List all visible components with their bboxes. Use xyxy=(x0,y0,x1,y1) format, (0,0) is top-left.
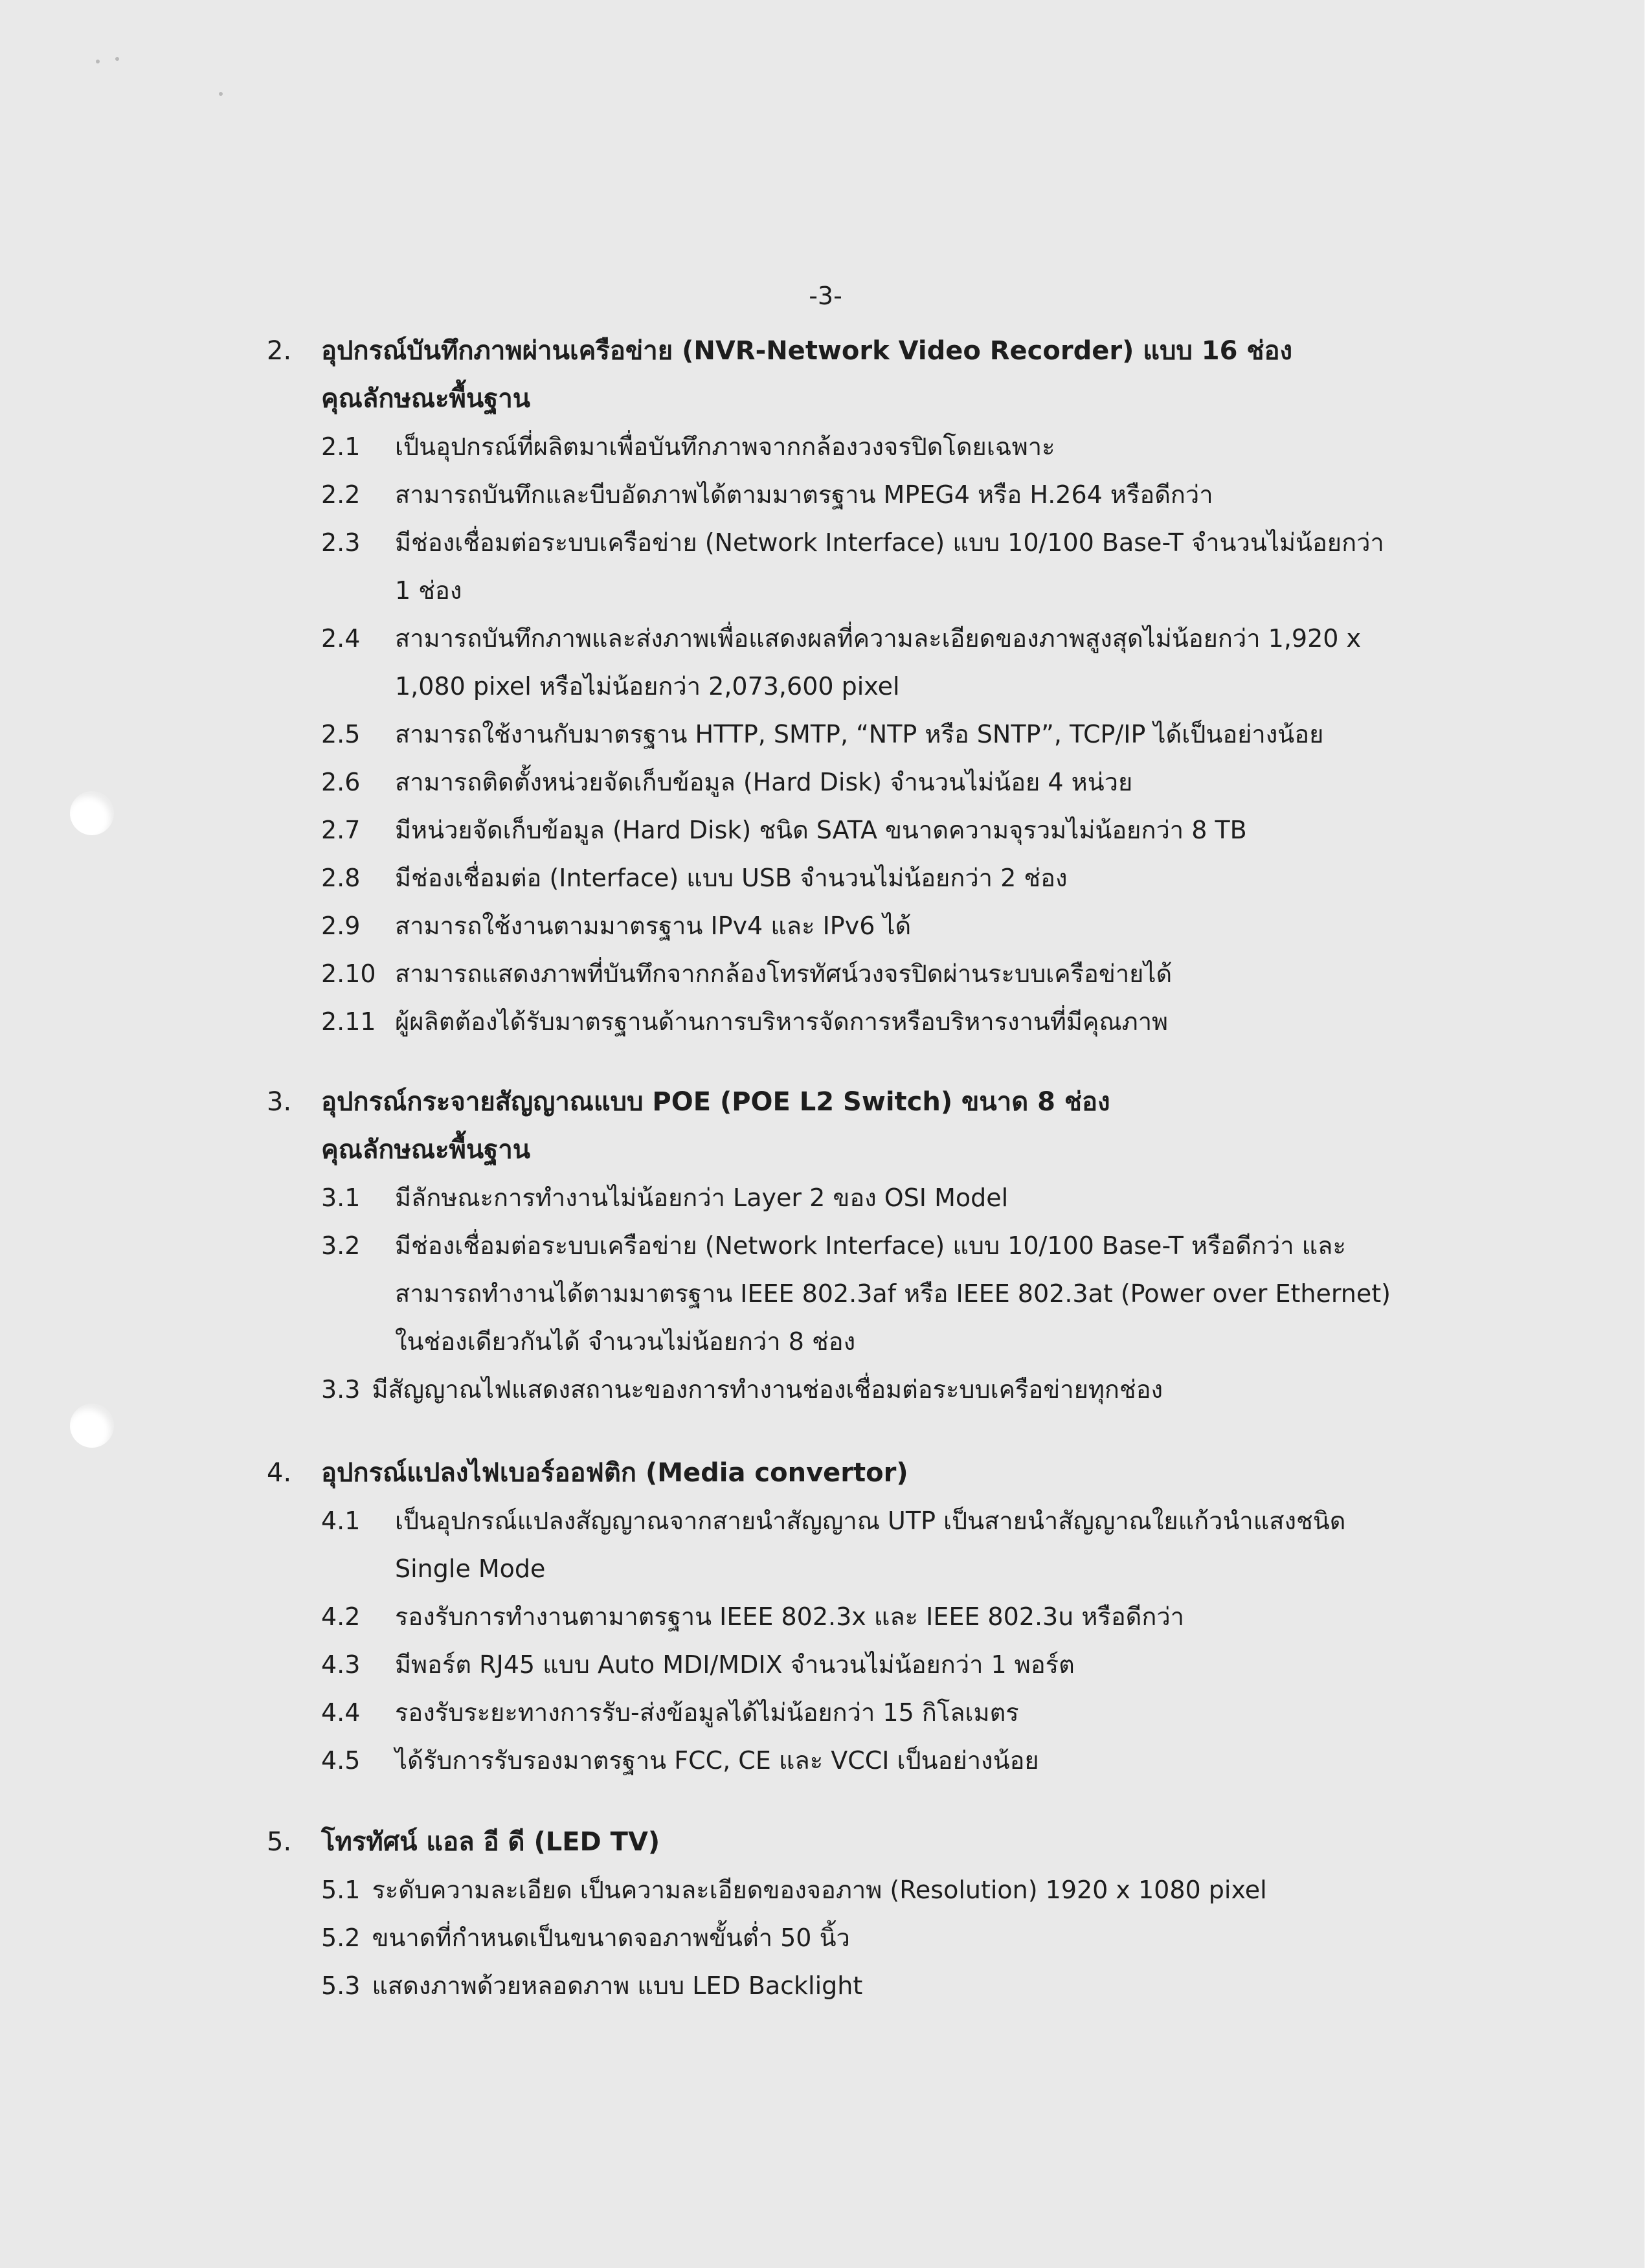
item-number: 5.3 xyxy=(321,1971,361,2000)
scan-speck xyxy=(96,60,100,63)
spec-item xyxy=(0,519,1645,614)
item-number: 4.1 xyxy=(321,1507,361,1535)
item-text: รองรับการทำงานตามาตรฐาน IEEE 802.3x และ IEEE 802.3u หรือดีกว่า xyxy=(395,1602,1185,1631)
section-heading: อุปกรณ์แปลงไฟเบอร์ออฟติก (Media convertor) xyxy=(321,1458,908,1488)
section-nvr xyxy=(0,327,1645,1046)
item-text: ระดับความละเอียด เป็นความละเอียดของจอภาพ (Resolution) 1920 x 1080 pixel xyxy=(372,1876,1267,1904)
spec-item xyxy=(0,758,1645,806)
item-number: 2.8 xyxy=(321,864,361,892)
spec-item xyxy=(0,1866,1645,1914)
item-text: สามารถใช้งานตามมาตรฐาน IPv4 และ IPv6 ได้ xyxy=(395,912,912,940)
item-text: ขนาดที่กำหนดเป็นขนาดจอภาพขั้นต่ำ 50 นิ้ว xyxy=(372,1924,850,1952)
item-text-continued: สามารถทำงานได้ตามมาตรฐาน IEEE 802.3af หรือ IEEE 802.3at (Power over Ethernet) xyxy=(395,1279,1391,1308)
item-number: 3.3 xyxy=(321,1375,361,1404)
spec-item xyxy=(0,1365,1645,1413)
spec-item xyxy=(0,1689,1645,1736)
section-heading: อุปกรณ์กระจายสัญญาณแบบ POE (POE L2 Switch) ขนาด 8 ช่อง xyxy=(321,1087,1110,1117)
section-title xyxy=(0,1818,1645,1866)
item-text: สามารถติดตั้งหน่วยจัดเก็บข้อมูล (Hard Disk) จำนวนไม่น้อย 4 หน่วย xyxy=(395,768,1133,796)
section-subtitle: คุณลักษณะพื้นฐาน xyxy=(321,1135,531,1165)
item-text: เป็นอุปกรณ์แปลงสัญญาณจากสายนำสัญญาณ UTP เป็นสายนำสัญญาณใยแก้วนำแสงชนิด xyxy=(395,1507,1346,1535)
spec-item xyxy=(0,1641,1645,1689)
spec-item xyxy=(0,806,1645,854)
section-heading: โทรทัศน์ แอล อี ดี (LED TV) xyxy=(321,1827,660,1857)
spec-item xyxy=(0,1962,1645,2010)
item-text: สามารถบันทึกภาพและส่งภาพเพื่อแสดงผลที่ความละเอียดของภาพสูงสุดไม่น้อยกว่า 1,920 x xyxy=(395,624,1362,653)
item-text-continued: Single Mode xyxy=(395,1555,546,1583)
item-number: 2.10 xyxy=(321,960,376,988)
item-text: รองรับระยะทางการรับ-ส่งข้อมูลได้ไม่น้อยกว่า 15 กิโลเมตร xyxy=(395,1698,1019,1727)
spec-item xyxy=(0,710,1645,758)
spec-item xyxy=(0,1497,1645,1593)
spec-item xyxy=(0,471,1645,519)
section-number: 4. xyxy=(267,1458,292,1488)
item-text: ได้รับการรับรองมาตรฐาน FCC, CE และ VCCI เป็นอย่างน้อย xyxy=(395,1746,1039,1775)
item-number: 2.11 xyxy=(321,1007,376,1036)
item-text: มีช่องเชื่อมต่อ (Interface) แบบ USB จำนวนไม่น้อยกว่า 2 ช่อง xyxy=(395,864,1068,892)
item-number: 2.5 xyxy=(321,720,361,748)
item-number: 2.6 xyxy=(321,768,361,796)
scan-speck xyxy=(219,92,223,96)
spec-item xyxy=(0,1736,1645,1784)
spec-item xyxy=(0,950,1645,998)
item-number: 4.5 xyxy=(321,1746,361,1775)
section-number: 2. xyxy=(267,336,292,366)
item-text: สามารถใช้งานกับมาตรฐาน HTTP, SMTP, “NTP หรือ SNTP”, TCP/IP ได้เป็นอย่างน้อย xyxy=(395,720,1324,748)
item-number: 2.9 xyxy=(321,912,361,940)
item-number: 4.2 xyxy=(321,1602,361,1631)
item-number: 2.4 xyxy=(321,624,361,653)
item-number: 3.2 xyxy=(321,1231,361,1260)
page-number: -3- xyxy=(809,282,842,310)
item-text: แสดงภาพด้วยหลอดภาพ แบบ LED Backlight xyxy=(372,1971,863,2000)
item-text: มีช่องเชื่อมต่อระบบเครือข่าย (Network Interface) แบบ 10/100 Base-T หรือดีกว่า และ xyxy=(395,1231,1346,1260)
item-number: 5.1 xyxy=(321,1876,361,1904)
spec-item xyxy=(0,1593,1645,1641)
section-number: 3. xyxy=(267,1087,292,1117)
item-text: มีสัญญาณไฟแสดงสถานะของการทำงานช่องเชื่อมต่อระบบเครือข่ายทุกช่อง xyxy=(372,1375,1163,1404)
spec-item xyxy=(0,423,1645,471)
item-number: 2.3 xyxy=(321,528,361,557)
spec-item xyxy=(0,902,1645,950)
item-number: 3.1 xyxy=(321,1184,361,1212)
section-subtitle: คุณลักษณะพื้นฐาน xyxy=(321,384,531,414)
section-title xyxy=(0,1449,1645,1497)
item-number: 5.2 xyxy=(321,1924,361,1952)
scan-speck xyxy=(115,57,119,61)
item-text: มีช่องเชื่อมต่อระบบเครือข่าย (Network Interface) แบบ 10/100 Base-T จำนวนไม่น้อยกว่า xyxy=(395,528,1384,557)
section-heading: อุปกรณ์บันทึกภาพผ่านเครือข่าย (NVR-Network Video Recorder) แบบ 16 ช่อง xyxy=(321,336,1293,366)
item-text-continued: 1 ช่อง xyxy=(395,576,462,605)
item-text: สามารถแสดงภาพที่บันทึกจากกล้องโทรทัศน์วงจรปิดผ่านระบบเครือข่ายได้ xyxy=(395,960,1173,988)
spec-item xyxy=(0,1914,1645,1962)
item-text: ผู้ผลิตต้องได้รับมาตรฐานด้านการบริหารจัดการหรือบริหารงานที่มีคุณภาพ xyxy=(395,1007,1169,1036)
item-text: มีลักษณะการทำงานไม่น้อยกว่า Layer 2 ของ OSI Model xyxy=(395,1184,1009,1212)
item-number: 2.7 xyxy=(321,816,361,844)
item-text: สามารถบันทึกและบีบอัดภาพได้ตามมาตรฐาน MPEG4 หรือ H.264 หรือดีกว่า xyxy=(395,480,1213,509)
spec-item xyxy=(0,998,1645,1046)
item-text-continued: 1,080 pixel หรือไม่น้อยกว่า 2,073,600 pixel xyxy=(395,672,900,701)
scan-edge xyxy=(1645,0,1651,2268)
section-title xyxy=(0,327,1645,375)
item-text: มีพอร์ต RJ45 แบบ Auto MDI/MDIX จำนวนไม่น้อยกว่า 1 พอร์ต xyxy=(395,1650,1075,1679)
item-text: มีหน่วยจัดเก็บข้อมูล (Hard Disk) ชนิด SATA ขนาดความจุรวมไม่น้อยกว่า 8 TB xyxy=(395,816,1247,844)
item-number: 4.3 xyxy=(321,1650,361,1679)
item-number: 4.4 xyxy=(321,1698,361,1727)
item-number: 2.1 xyxy=(321,432,361,461)
section-title xyxy=(0,1078,1645,1126)
section-media-converter xyxy=(0,1449,1645,1784)
section-number: 5. xyxy=(267,1827,292,1857)
section-led-tv xyxy=(0,1818,1645,2010)
item-text-continued: ในช่องเดียวกันได้ จำนวนไม่น้อยกว่า 8 ช่อง xyxy=(395,1327,856,1356)
spec-item xyxy=(0,1222,1645,1365)
item-text: เป็นอุปกรณ์ที่ผลิตมาเพื่อบันทึกภาพจากกล้องวงจรปิดโดยเฉพาะ xyxy=(395,432,1055,461)
section-poe-switch xyxy=(0,1078,1645,1413)
spec-item xyxy=(0,614,1645,710)
item-number: 2.2 xyxy=(321,480,361,509)
spec-item xyxy=(0,854,1645,902)
spec-item xyxy=(0,1174,1645,1222)
